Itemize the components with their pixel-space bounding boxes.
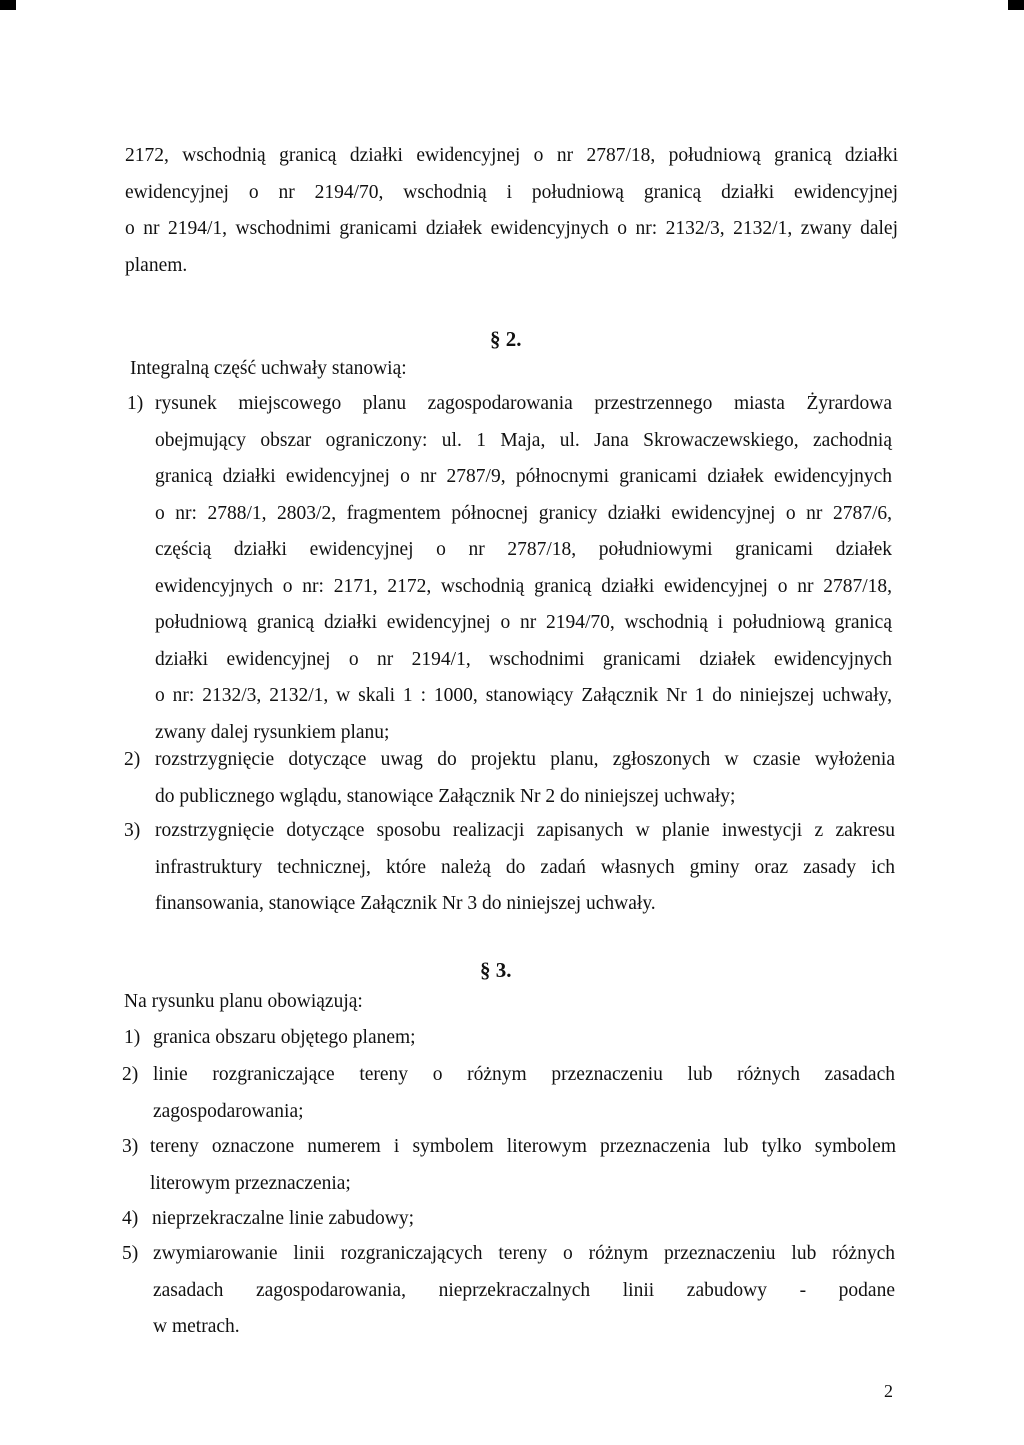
list-line: zagospodarowania; <box>153 1100 304 1122</box>
section-2-item-1-number: 1) <box>127 393 144 414</box>
section-2-item-3 <box>155 813 895 923</box>
list-line: zwymiarowanie linii rozgraniczających tereny o różnym przeznaczeniu lub różnych <box>153 1243 895 1264</box>
section-2-item-1 <box>155 386 892 751</box>
page-number: 2 <box>884 1381 893 1401</box>
section-3-item-5 <box>153 1236 895 1346</box>
intro-line: ewidencyjnej o nr 2194/70, wschodnią i południową granicą działki ewidencyjnej <box>125 181 898 203</box>
section-3-item-1 <box>153 1020 893 1057</box>
section-2-lead-text: Integralną część uchwały stanowią: <box>130 358 407 379</box>
list-line: zasadach zagospodarowania, nieprzekraczalnych linii zabudowy - podane <box>153 1279 895 1301</box>
intro-line: planem. <box>125 254 188 276</box>
section-2-lead <box>130 351 630 388</box>
list-line: nieprzekraczalne linie zabudowy; <box>152 1208 415 1229</box>
list-line: literowym przeznaczenia; <box>150 1172 351 1194</box>
list-line: południową granicą działki ewidencyjnej o nr 2194/70, wschodnią i południową granicą <box>155 612 892 633</box>
section-2-item-2-number: 2) <box>124 749 141 770</box>
list-line: rysunek miejscowego planu zagospodarowania przestrzennego miasta Żyrardowa <box>155 393 892 414</box>
intro-line: o nr 2194/1, wschodnimi granicami działek ewidencyjnych o nr: 2132/3, 2132/1, zwany dalej <box>125 218 898 239</box>
list-line: zwany dalej rysunkiem planu; <box>155 721 390 743</box>
list-line: granica obszaru objętego planem; <box>153 1027 416 1048</box>
list-line: granicą działki ewidencyjnej o nr 2787/9, północnymi granicami działek ewidencyjnych <box>155 466 892 487</box>
list-line: tereny oznaczone numerem i symbolem literowym przeznaczenia lub tylko symbolem <box>150 1136 896 1157</box>
list-line: obejmujący obszar ograniczony: ul. 1 Maja, ul. Jana Skrowaczewskiego, zachodnią <box>155 429 892 451</box>
scan-border-right <box>1008 0 1024 10</box>
section-3-item-2 <box>153 1057 895 1130</box>
section-2-item-2 <box>155 742 895 815</box>
list-line: do publicznego wglądu, stanowiące Załącznik Nr 2 do niniejszej uchwały; <box>155 785 736 807</box>
section-3-item-2-number: 2) <box>122 1064 139 1085</box>
section-3-lead <box>124 984 624 1021</box>
section-3-item-4-number: 4) <box>122 1208 139 1229</box>
section-3-heading: § 3. <box>480 958 512 982</box>
section-3-lead-text: Na rysunku planu obowiązują: <box>124 991 363 1012</box>
list-line: rozstrzygnięcie dotyczące sposobu realizacji zapisanych w planie inwestycji z zakresu <box>155 820 895 841</box>
section-3-item-5-number: 5) <box>122 1243 139 1264</box>
section-2-heading: § 2. <box>490 327 522 351</box>
list-line: o nr: 2132/3, 2132/1, w skali 1 : 1000, stanowiący Załącznik Nr 1 do niniejszej uchwały, <box>155 685 892 706</box>
section-3-item-4 <box>152 1201 892 1238</box>
section-3-item-1-number: 1) <box>124 1027 141 1048</box>
list-line: działki ewidencyjnej o nr 2194/1, wschodnimi granicami działek ewidencyjnych <box>155 648 892 670</box>
section-3-item-3-number: 3) <box>122 1136 139 1157</box>
list-line: rozstrzygnięcie dotyczące uwag do projektu planu, zgłoszonych w czasie wyłożenia <box>155 749 895 770</box>
section-3-item-3 <box>150 1129 896 1202</box>
list-line: ewidencyjnych o nr: 2171, 2172, wschodnią granicą działki ewidencyjnej o nr 2787/18, <box>155 575 892 597</box>
list-line: infrastruktury technicznej, które należą do zadań własnych gminy oraz zasady ich <box>155 856 895 878</box>
list-line: częścią działki ewidencyjnej o nr 2787/18, południowymi granicami działek <box>155 539 892 560</box>
intro-paragraph <box>125 138 898 284</box>
intro-line: 2172, wschodnią granicą działki ewidencyjnej o nr 2787/18, południową granicą działki <box>125 145 898 166</box>
list-line: finansowania, stanowiące Załącznik Nr 3 do niniejszej uchwały. <box>155 893 656 914</box>
list-line: o nr: 2788/1, 2803/2, fragmentem północnej granicy działki ewidencyjnej o nr 2787/6, <box>155 502 892 524</box>
section-2-item-3-number: 3) <box>124 820 141 841</box>
list-line: linie rozgraniczające tereny o różnym przeznaczeniu lub różnych zasadach <box>153 1064 895 1085</box>
scan-border-left <box>0 0 16 10</box>
list-line: w metrach. <box>153 1316 240 1337</box>
